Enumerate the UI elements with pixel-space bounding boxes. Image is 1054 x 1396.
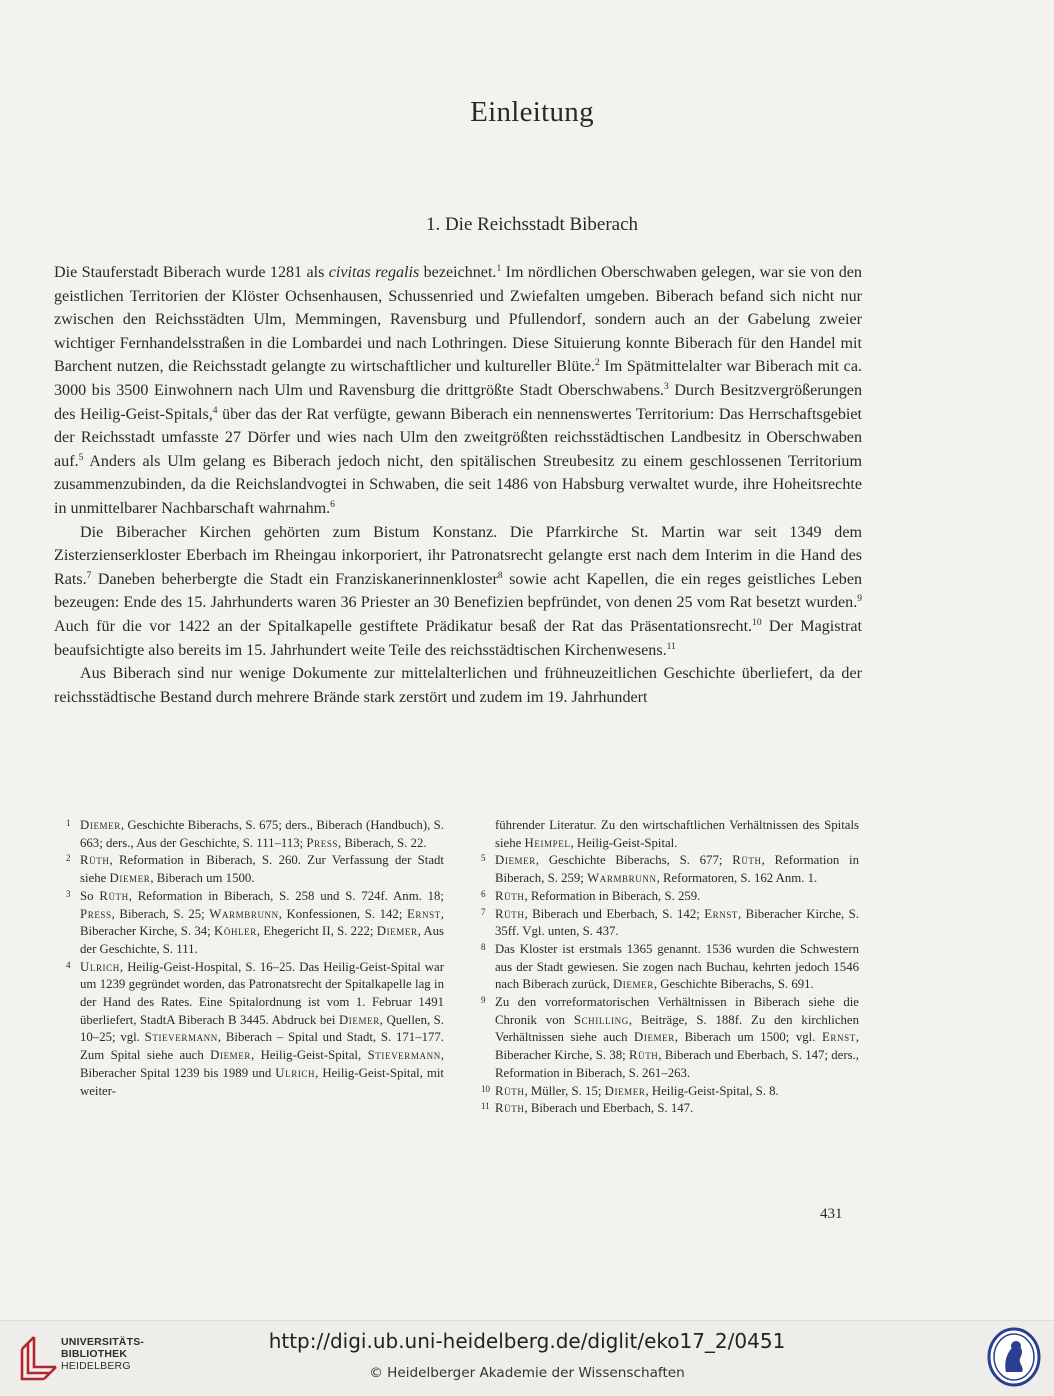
text-run: Im Spätmittelalter war Biberach mit ca. 3000 bis 3500 Einwohnern nach Ulm und Ravensburg die drittgrößte Stadt Oberschwabens. bbox=[54, 358, 862, 399]
author-name: Diemer bbox=[604, 1083, 646, 1098]
author-name: Diemer bbox=[210, 1048, 251, 1063]
source-url-link[interactable]: http://digi.ub.uni-heidelberg.de/diglit/eko17_2/0451 bbox=[268, 1329, 786, 1353]
footnotes-left-column bbox=[66, 817, 444, 1100]
text-run: , Reformation in Biberach, S. 258 und S. 724f. Anm. 18; bbox=[128, 888, 444, 903]
text-run: , Geschichte Biberachs, S. 675; ders., Biberach (Handbuch), S. 663; ders., Aus der Geschichte, S. 111–113; bbox=[80, 818, 444, 850]
footnote-ref: 6 bbox=[330, 499, 335, 510]
text-run: , Biberach, S. 22. bbox=[338, 835, 427, 850]
text-run: , Biberach, S. 25; bbox=[111, 906, 210, 921]
footnote bbox=[481, 941, 859, 994]
footnote-ref: 10 bbox=[752, 617, 762, 628]
text-run: Auch für die vor 1422 an der Spitalkapelle gestiftete Prädikatur besaß der Rat das Präsentationsrecht. bbox=[54, 617, 753, 635]
footnote-ref: 2 bbox=[595, 358, 600, 369]
text-run: , Quellen, S. 10–25; vgl. bbox=[80, 1012, 444, 1045]
text-run: führender Literatur. Zu den wirtschaftlichen Verhältnissen des Spitals siehe bbox=[495, 818, 859, 850]
author-name: Ernst bbox=[821, 1030, 856, 1045]
text-run: , Konfessionen, S. 142; bbox=[278, 906, 407, 921]
text-run: , Biberach – Spital und Stadt, S. 171–177. Zum Spital siehe auch bbox=[80, 1030, 444, 1063]
italic-text: civitas regalis bbox=[328, 264, 420, 281]
author-name: Press bbox=[80, 906, 112, 921]
footnote bbox=[481, 1083, 859, 1101]
paragraph-2 bbox=[54, 521, 862, 663]
author-name: Heimpel bbox=[524, 835, 571, 850]
library-name: UNIVERSITÄTS- BIBLIOTHEK HEIDELBERG bbox=[61, 1336, 145, 1372]
text-run: , Biberach und Eberbach, S. 147. bbox=[524, 1101, 694, 1116]
text-run: , Biberach und Eberbach, S. 147; ders., Reformation in Biberach, S. 261–263. bbox=[495, 1048, 859, 1080]
paragraph-3 bbox=[54, 662, 862, 709]
copyright-notice: © Heidelberger Akademie der Wissenschaften bbox=[369, 1365, 685, 1381]
text-run: , Biberach um 1500; vgl. bbox=[674, 1030, 822, 1045]
author-name: Warmbrunn bbox=[209, 906, 279, 921]
author-name: Rüth bbox=[628, 1048, 659, 1063]
text-run: , Reformatoren, S. 162 Anm. 1. bbox=[656, 871, 818, 886]
footnotes-right-column bbox=[481, 817, 859, 1118]
footnote-ref: 4 bbox=[212, 405, 218, 416]
author-name: Ulrich bbox=[80, 959, 120, 974]
footnote bbox=[481, 817, 859, 852]
text-run: Im nördlichen Oberschwaben gelegen, war sie von den geistlichen Territorien der Klöster Ochsenhausen, Schussenried und Zwiefalten umgeben. Biberach befand sich nicht nur zwischen den Reichsstädten Ulm, Memmingen, Ravensburg und Pfullendorf, sondern auch an der Gabelung zweier wichtiger Fernhandelsstraßen in die Lombardei und nach Lothringen. Diese Situierung konnte Biberach für den Handel mit Barchent nutzen, die Reichsstadt gelangte zu wirtschaftlicher und kultureller Blüte. bbox=[54, 264, 862, 376]
author-name: Diemer bbox=[338, 1012, 380, 1027]
author-name: Stievermann bbox=[367, 1048, 441, 1063]
author-name: Diemer bbox=[109, 871, 151, 886]
footnote-number: 6 bbox=[481, 888, 486, 899]
author-name: Schilling bbox=[573, 1012, 629, 1027]
text-run: Das Kloster ist erstmals 1365 genannt. 1536 wurden die Schwestern aus der Stadt gewiesen. Sie zogen nach Buchau, kehrten jedoch 1546 nach Biberach zurück, bbox=[495, 941, 859, 992]
footnote-number: 10 bbox=[481, 1083, 490, 1094]
author-name: Rüth bbox=[495, 888, 525, 903]
text-run: , Beiträge, S. 188f. Zu den kirchlichen Verhältnissen siehe auch bbox=[495, 1012, 859, 1045]
footnote-ref: 1 bbox=[496, 264, 502, 274]
author-name: Warmbrunn bbox=[587, 871, 657, 886]
text-run: , Reformation in Biberach, S. 259; bbox=[495, 853, 859, 886]
footnote bbox=[66, 959, 444, 1101]
text-run: Zu den vorreformatorischen Verhältnissen in Biberach siehe die Chronik von bbox=[495, 995, 859, 1027]
footnote bbox=[66, 817, 444, 852]
text-run: , Biberacher Spital 1239 bis 1989 und bbox=[80, 1048, 444, 1080]
footnote-number: 7 bbox=[481, 906, 486, 917]
footnote-ref: 11 bbox=[666, 641, 676, 652]
author-name: Rüth bbox=[732, 853, 762, 868]
paragraph-1 bbox=[54, 261, 862, 521]
author-name: Rüth bbox=[495, 1083, 525, 1098]
text-run: , Ehegericht II, S. 222; bbox=[256, 924, 377, 939]
footnote-ref: 3 bbox=[663, 381, 669, 392]
section-title: 1. Die Reichsstadt Biberach bbox=[425, 214, 639, 235]
footnote-number: 2 bbox=[66, 853, 71, 864]
text-run: , Biberacher Kirche, S. 35ff. Vgl. unten, S. 437. bbox=[495, 906, 859, 939]
page-number: 431 bbox=[820, 1206, 843, 1222]
text-run: Der Magistrat beaufsichtigte also bereits im 15. Jahrhundert weite Teile des reichsstädtischen Kirchenwesens. bbox=[54, 617, 862, 659]
footnote-number: 3 bbox=[66, 888, 71, 899]
text-run: So bbox=[80, 888, 100, 903]
footnote-ref: 8 bbox=[497, 570, 503, 581]
text-run: Aus Biberach sind nur wenige Dokumente zur mittelalterlichen und frühneuzeitlichen Geschichte überliefert, da der reichsstädtische Bestand durch mehrere Brände stark zerstört und zudem im 19. Jahrhundert bbox=[54, 665, 862, 706]
footnote-number: 9 bbox=[481, 995, 486, 1006]
text-run: , Reformation in Biberach, S. 259. bbox=[524, 888, 701, 903]
footnote bbox=[481, 994, 859, 1083]
text-run: bezeichnet. bbox=[419, 264, 497, 281]
academy-seal-icon bbox=[986, 1326, 1042, 1388]
footnote-number: 5 bbox=[481, 853, 486, 864]
author-name: Ulrich bbox=[275, 1065, 316, 1080]
text-run: , Müller, S. 15; bbox=[524, 1083, 605, 1098]
text-run: , Biberacher Kirche, S. 38; bbox=[495, 1030, 860, 1063]
author-name: Press bbox=[306, 835, 339, 850]
author-name: Diemer bbox=[376, 924, 418, 939]
footnote-ref: 7 bbox=[86, 570, 92, 581]
footnote-ref: 5 bbox=[78, 452, 84, 463]
author-name: Diemer bbox=[495, 853, 536, 868]
text-run: Anders als Ulm gelang es Biberach jedoch nicht, den spitälischen Streubesitz zu einem geschlossenen Territorium zusammenzubinden, da die Reichslandvogtei in Schwaben, die seit 1486 von Habsburg verwaltet wurde, ihre Hoheitsrechte in unmittelbarer Nachbarschaft wahrnahm. bbox=[54, 452, 862, 517]
author-name: Ernst bbox=[406, 906, 441, 921]
body-text bbox=[54, 261, 862, 709]
author-name: Stievermann bbox=[144, 1030, 218, 1045]
footnote-number: 4 bbox=[66, 959, 71, 970]
text-run: , Reformation in Biberach, S. 260. Zur Verfassung der Stadt siehe bbox=[80, 853, 444, 886]
text-run: , Heilig-Geist-Spital, S. 8. bbox=[645, 1083, 779, 1098]
footnote bbox=[481, 852, 859, 887]
text-run: Daneben beherbergte die Stadt ein Franziskanerinnenkloster bbox=[91, 570, 498, 588]
author-name: Diemer bbox=[80, 818, 121, 832]
author-name: Rüth bbox=[495, 906, 525, 921]
footnote bbox=[66, 852, 444, 887]
text-run: Durch Besitzvergrößerungen des Heilig-Geist-Spitals, bbox=[54, 381, 862, 423]
author-name: Diemer bbox=[634, 1030, 675, 1045]
text-run: Die Stauferstadt Biberach wurde 1281 als bbox=[54, 264, 329, 281]
footnote-number: 8 bbox=[481, 941, 486, 952]
text-run: , Aus der Geschichte, S. 111. bbox=[80, 924, 444, 956]
footnote bbox=[481, 906, 859, 941]
page-title: Einleitung bbox=[470, 96, 594, 128]
text-run: , Geschichte Biberachs, S. 677; bbox=[535, 853, 733, 868]
text-run: , Biberacher Kirche, S. 34; bbox=[80, 906, 444, 939]
author-name: Diemer bbox=[612, 977, 654, 992]
footnote bbox=[481, 1100, 859, 1118]
footnote-ref: 9 bbox=[857, 594, 862, 605]
author-name: Rüth bbox=[99, 888, 129, 903]
text-run: , Heilig-Geist-Hospital, S. 16–25. Das Heilig-Geist-Spital war um 1239 gegründet worden, das Patronatsrecht der Spitalkapelle lag in der Hand des Rates. Eine Spitalordnung ist vom 1. Februar 1491 überliefert, StadtA Biberach B 3445. Abdruck bei bbox=[80, 959, 444, 1027]
author-name: Ernst bbox=[704, 906, 739, 921]
author-name: Rüth bbox=[80, 853, 110, 868]
text-run: , Biberach und Eberbach, S. 142; bbox=[524, 906, 705, 921]
footnote bbox=[481, 888, 859, 906]
text-run: , Biberach um 1500. bbox=[150, 871, 255, 886]
footnote bbox=[66, 888, 444, 959]
text-run: , Heilig-Geist-Spital. bbox=[570, 835, 678, 850]
text-run: Die Biberacher Kirchen gehörten zum Bistum Konstanz. Die Pfarrkirche St. Martin war seit 1349 dem Zisterzienserkloster Eberbach im Rheingau inkorporiert, ihr Patronatsrecht gelangte erst nach dem Interim in die Hand des Rats. bbox=[54, 523, 862, 588]
text-run: , Geschichte Biberachs, S. 691. bbox=[653, 977, 814, 992]
text-run: , Heilig-Geist-Spital, mit weiter- bbox=[80, 1065, 444, 1098]
text-run: über das der Rat verfügte, gewann Biberach ein nennenswertes Territorium: Das Herrschaftsgebiet der Reichsstadt umfasste 27 Dörfer und wies nach Ulm den zweitgrößten reichsstädtischen Landbesitz in Oberschwaben auf. bbox=[54, 405, 863, 470]
author-name: Rüth bbox=[495, 1101, 525, 1116]
footnote-number: 1 bbox=[66, 818, 71, 828]
text-run: sowie acht Kapellen, die ein reges geistliches Leben bezeugen: Ende des 15. Jahrhunderts waren 36 Priester an 30 Benefizien bepfründet, von denen 25 vom Rat besetzt wurden. bbox=[54, 570, 863, 612]
text-run: , Heilig-Geist-Spital, bbox=[250, 1048, 368, 1063]
viewer-footer bbox=[0, 1320, 1054, 1396]
footnote-number: 11 bbox=[481, 1101, 490, 1112]
author-name: Köhler bbox=[214, 924, 257, 939]
